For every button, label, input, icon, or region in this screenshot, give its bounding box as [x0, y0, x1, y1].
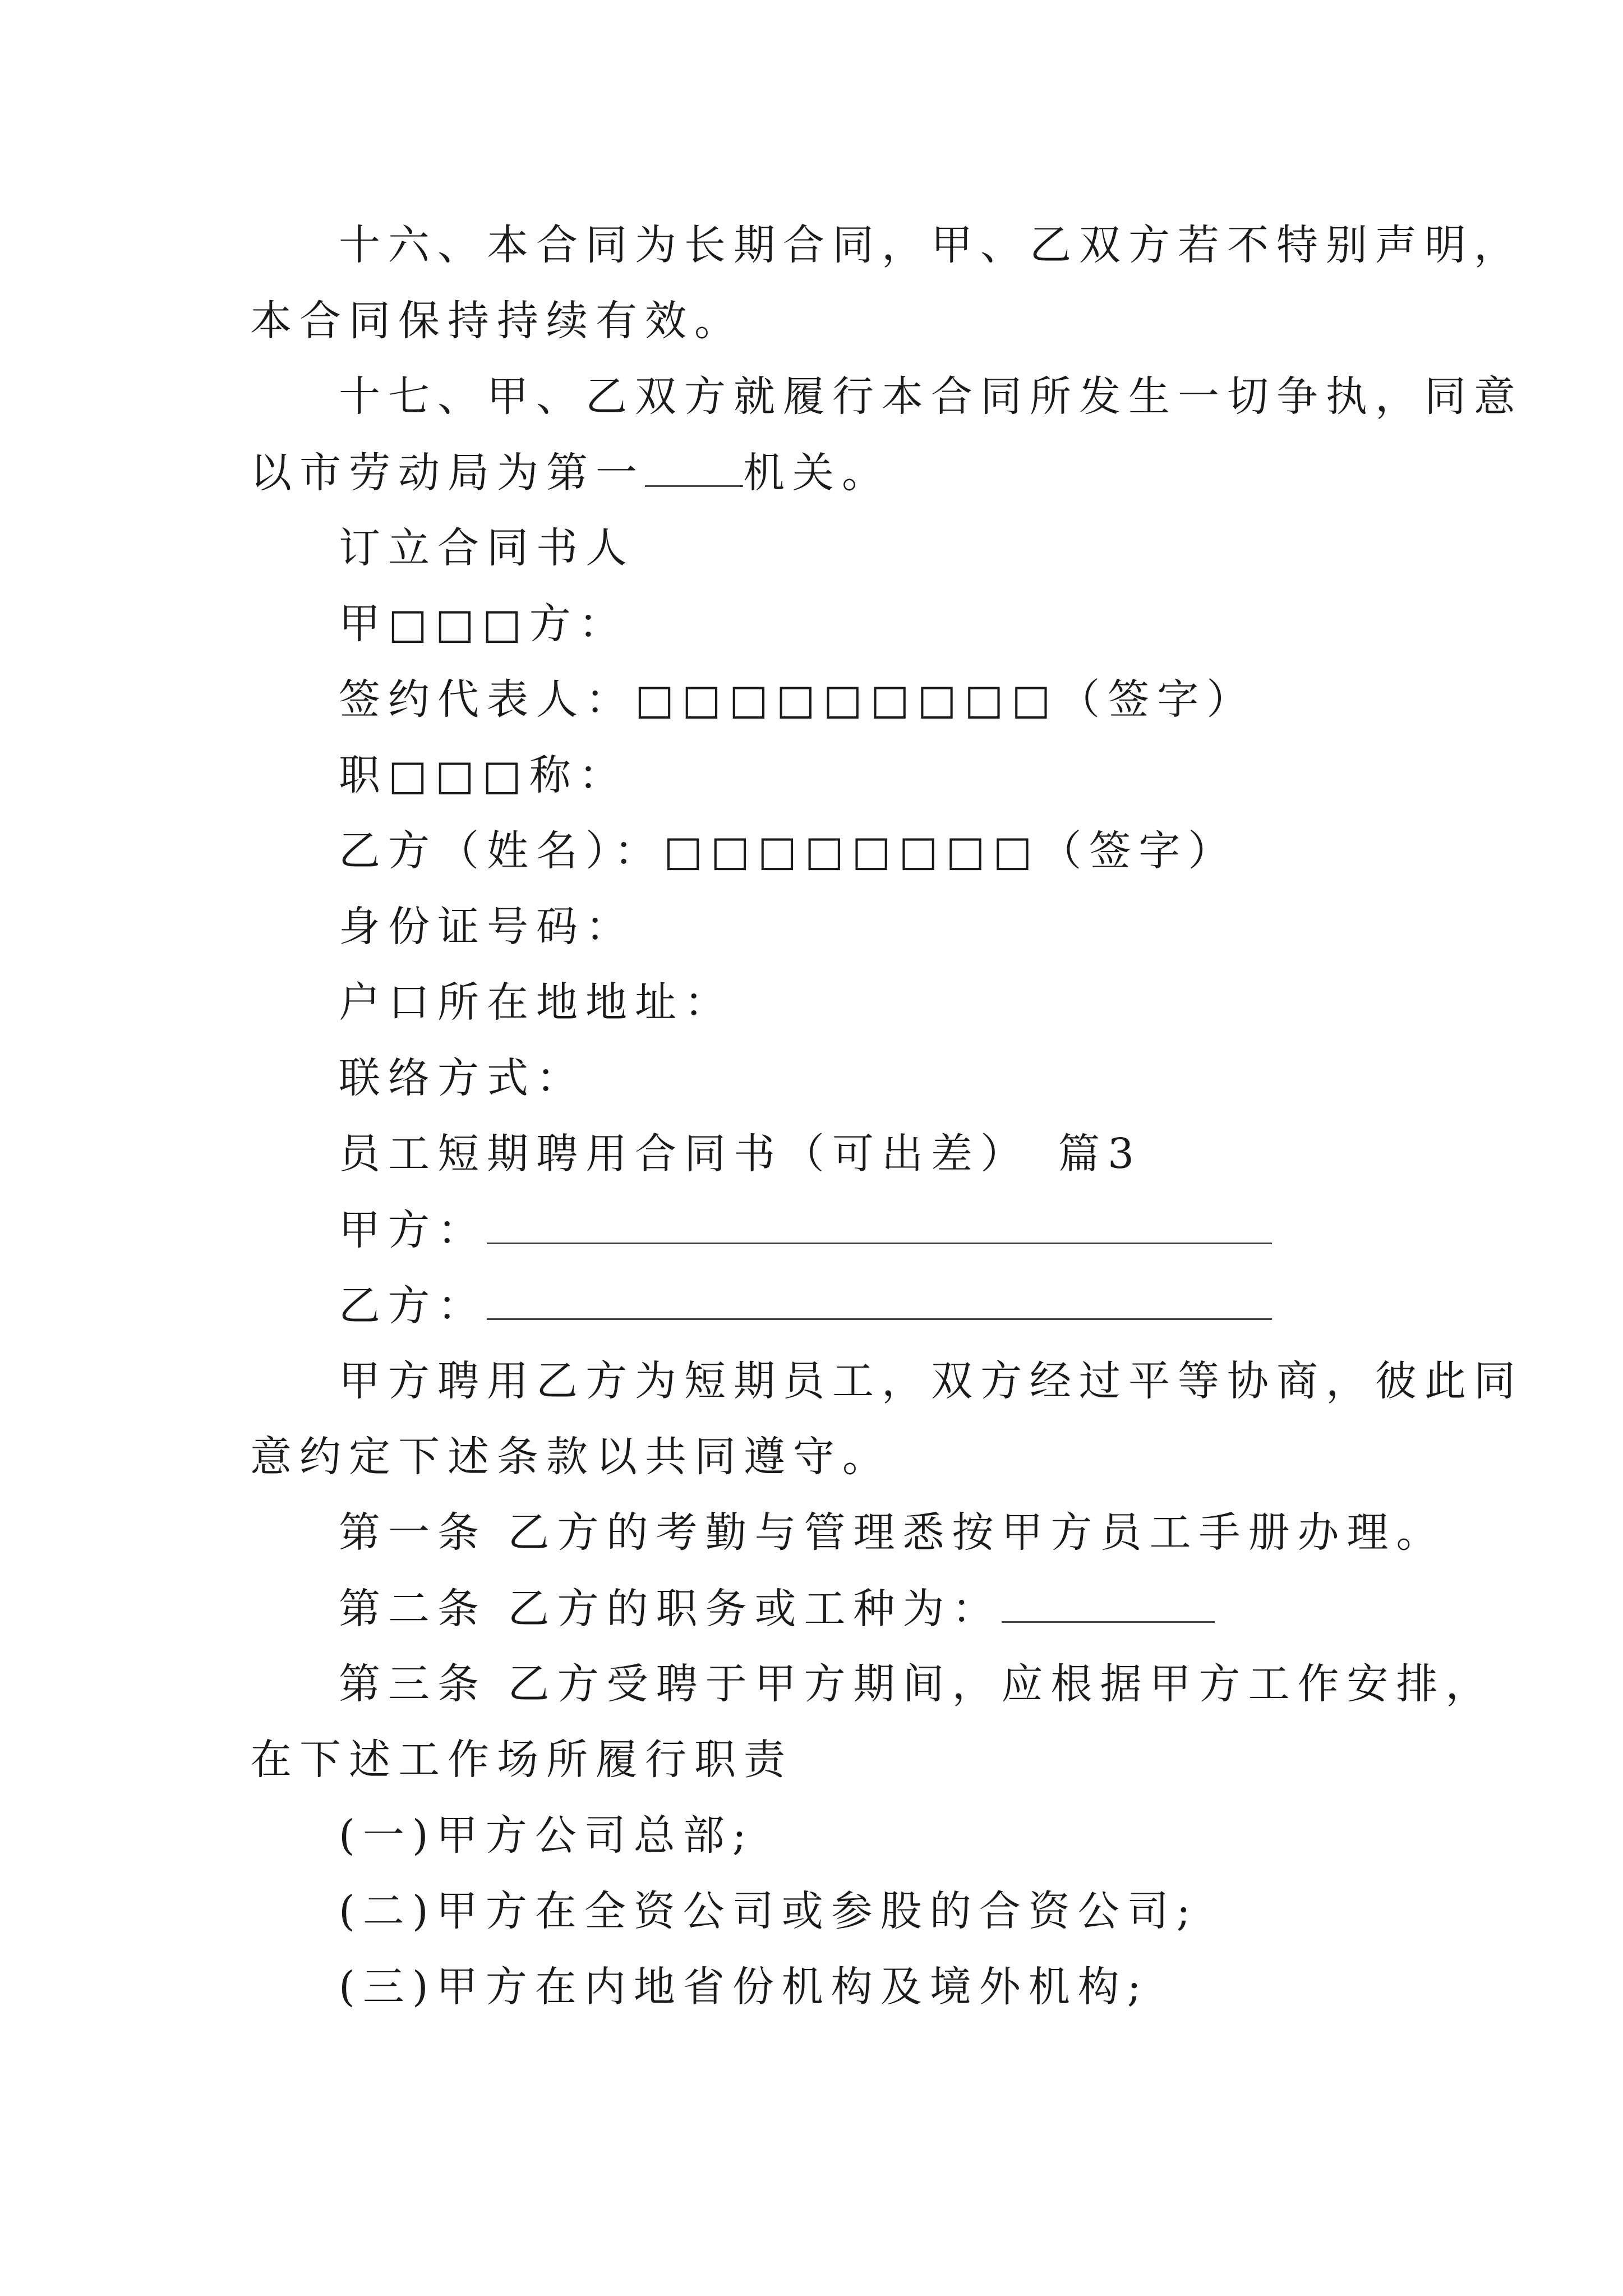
id-number-field: 身份证号码：	[339, 903, 635, 951]
party-a-label: 甲方：	[339, 1206, 487, 1254]
clause-17-line-1: 十七、甲、乙双方就履行本合同所发生一切争执，同意	[339, 372, 1523, 421]
party-a-field: 甲□□□方：	[339, 600, 628, 648]
list-item-2: (二)甲方在全资公司或参股的合资公司;	[339, 1887, 1198, 1935]
party-a-blank	[487, 1209, 1272, 1244]
household-address-field: 户口所在地地址：	[339, 978, 734, 1027]
article-2-label: 第二条 乙方的职务或工种为：	[339, 1585, 1002, 1633]
party-b-line	[339, 1282, 1272, 1330]
article-3-line-2: 在下述工作场所履行职责	[250, 1736, 793, 1784]
clause-16-line-2: 本合同保持持续有效。	[250, 297, 744, 345]
party-b-blank	[487, 1285, 1272, 1320]
article-2-line	[339, 1585, 1215, 1633]
clause-17-line-2	[250, 449, 891, 497]
representative-field: 签约代表人：□□□□□□□□□（签字）	[339, 675, 1256, 724]
clause-17-text-before: 以市劳动局为第一	[250, 449, 645, 497]
job-title-blank	[1002, 1588, 1215, 1623]
party-b-name-field: 乙方（姓名）：□□□□□□□□（签字）	[339, 827, 1238, 875]
article-1: 第一条 乙方的考勤与管理悉按甲方员工手册办理。	[339, 1508, 1446, 1557]
article-3-line-1: 第三条 乙方受聘于甲方期间，应根据甲方工作安排，	[339, 1660, 1495, 1708]
arbitration-blank	[645, 452, 743, 487]
signing-title: 订立合同书人	[339, 524, 635, 572]
party-b-label: 乙方：	[339, 1282, 487, 1330]
intro-line-1: 甲方聘用乙方为短期员工，双方经过平等协商，彼此同	[339, 1357, 1523, 1405]
section-heading: 员工短期聘用合同书（可出差） 篇3	[339, 1130, 1142, 1178]
party-a-line	[339, 1206, 1272, 1254]
clause-17-text-after: 机关。	[743, 449, 891, 497]
title-field: 职□□□称：	[339, 751, 628, 799]
list-item-1: (一)甲方公司总部;	[339, 1811, 754, 1860]
list-item-3: (三)甲方在内地省份机构及境外机构;	[339, 1963, 1149, 2011]
clause-16-line-1: 十六、本合同为长期合同，甲、乙双方若不特别声明，	[339, 221, 1523, 269]
contact-field: 联络方式：	[339, 1054, 585, 1102]
intro-line-2: 意约定下述条款以共同遵守。	[250, 1433, 892, 1481]
